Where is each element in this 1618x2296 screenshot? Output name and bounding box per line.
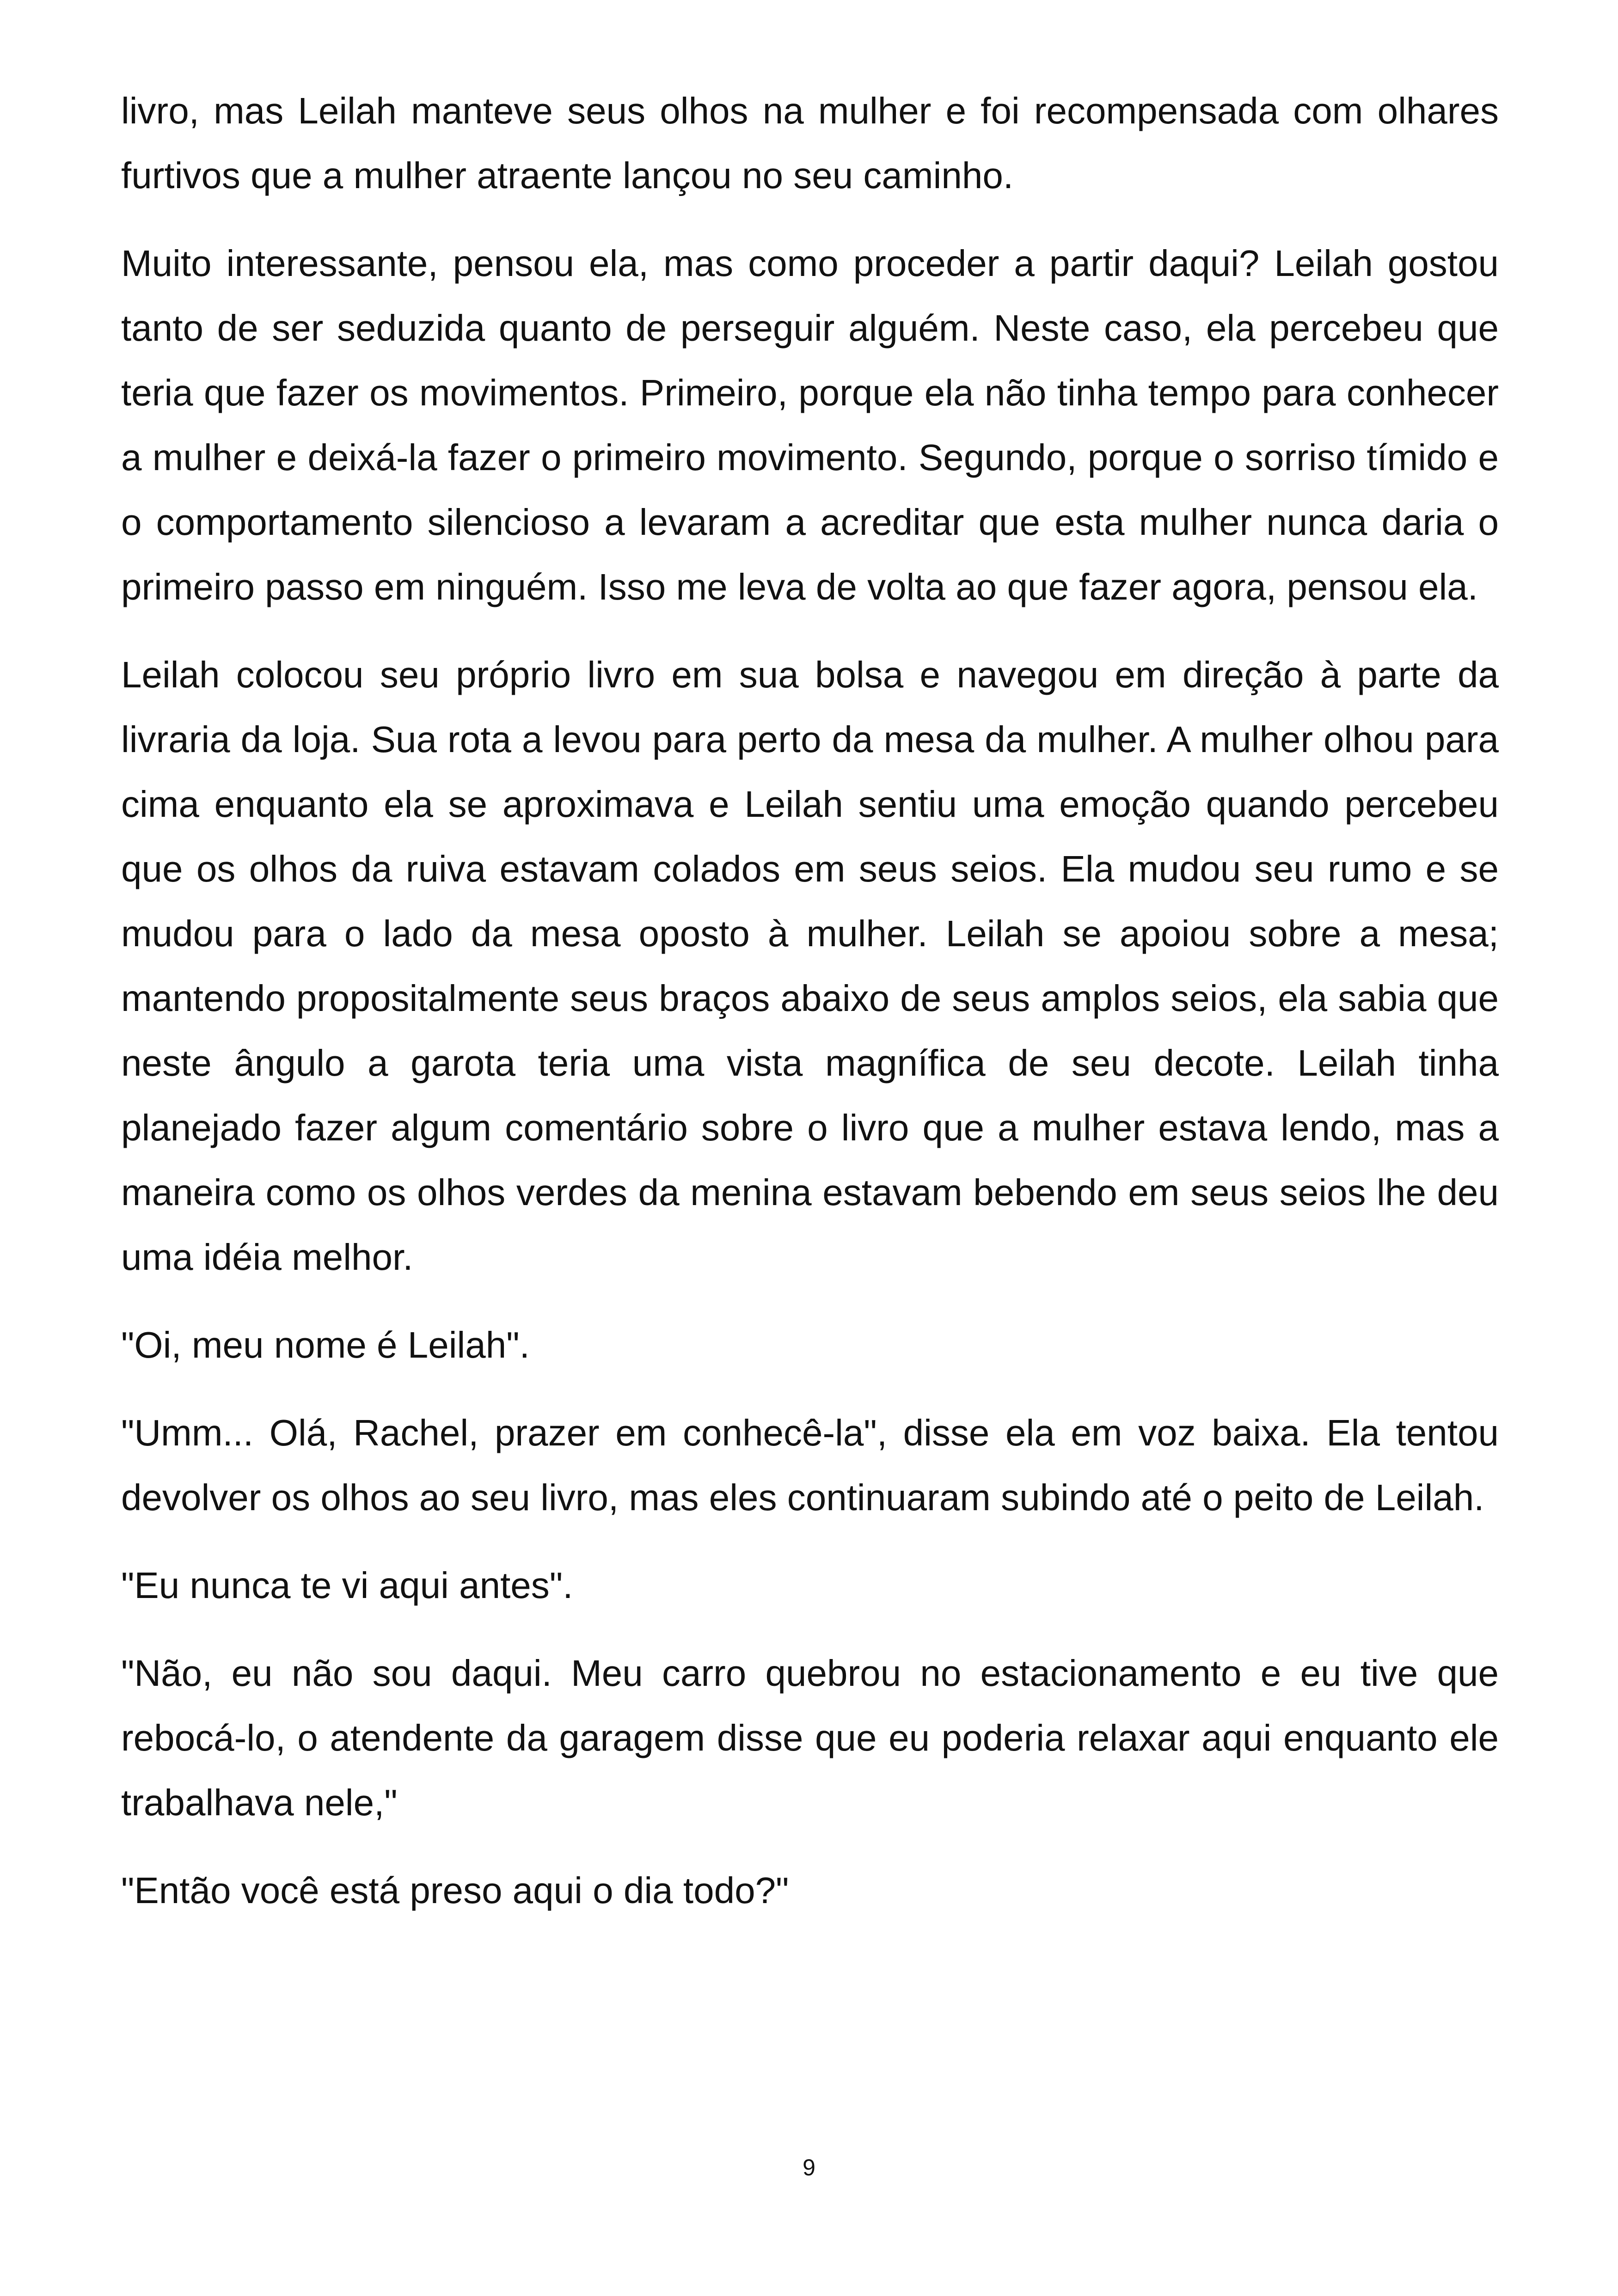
paragraph-4: "Oi, meu nome é Leilah".	[121, 1324, 530, 1365]
body-text	[121, 79, 1499, 1946]
paragraph-8: "Então você está preso aqui o dia todo?"	[121, 1870, 789, 1911]
paragraph-1: livro, mas Leilah manteve seus olhos na mulher e foi recompensada com olhares furtivos que a mulher atraente lançou no seu caminho.	[121, 90, 1499, 196]
paragraph-2: Muito interessante, pensou ela, mas como proceder a partir daqui? Leilah gostou tanto de ser seduzida quanto de perseguir alguém. Neste caso, ela percebeu que teria que fazer os movimentos. Primeiro, porque ela não tinha tempo para conhecer a mulher e deixá-la fazer o primeiro movimento. Segundo, porque o sorriso tímido e o comportamento silencioso a levaram a acreditar que esta mulher nunca daria o primeiro passo em ninguém. Isso me leva de volta ao que fazer agora, pensou ela.	[121, 243, 1499, 607]
paragraph-3: Leilah colocou seu próprio livro em sua bolsa e navegou em direção à parte da livraria da loja. Sua rota a levou para perto da mesa da mulher. A mulher olhou para cima enquanto ela se aproximava e Leilah sentiu uma emoção quando percebeu que os olhos da ruiva estavam colados em seus seios. Ela mudou seu rumo e se mudou para o lado da mesa oposto à mulher. Leilah se apoiou sobre a mesa; mantendo propositalmente seus braços abaixo de seus amplos seios, ela sabia que neste ângulo a garota teria uma vista magnífica de seu decote. Leilah tinha planejado fazer algum comentário sobre o livro que a mulher estava lendo, mas a maneira como os olhos verdes da menina estavam bebendo em seus seios lhe deu uma idéia melhor.	[121, 654, 1499, 1278]
paragraph-5: "Umm... Olá, Rachel, prazer em conhecê-la", disse ela em voz baixa. Ela tentou devolver os olhos ao seu livro, mas eles continuaram subindo até o peito de Leilah.	[121, 1412, 1499, 1518]
paragraph-7: "Não, eu não sou daqui. Meu carro quebrou no estacionamento e eu tive que rebocá-lo, o atendente da garagem disse que eu poderia relaxar aqui enquanto ele trabalhava nele,"	[121, 1653, 1499, 1823]
paragraph-6: "Eu nunca te vi aqui antes".	[121, 1565, 573, 1606]
page-number: 9	[803, 2155, 815, 2180]
